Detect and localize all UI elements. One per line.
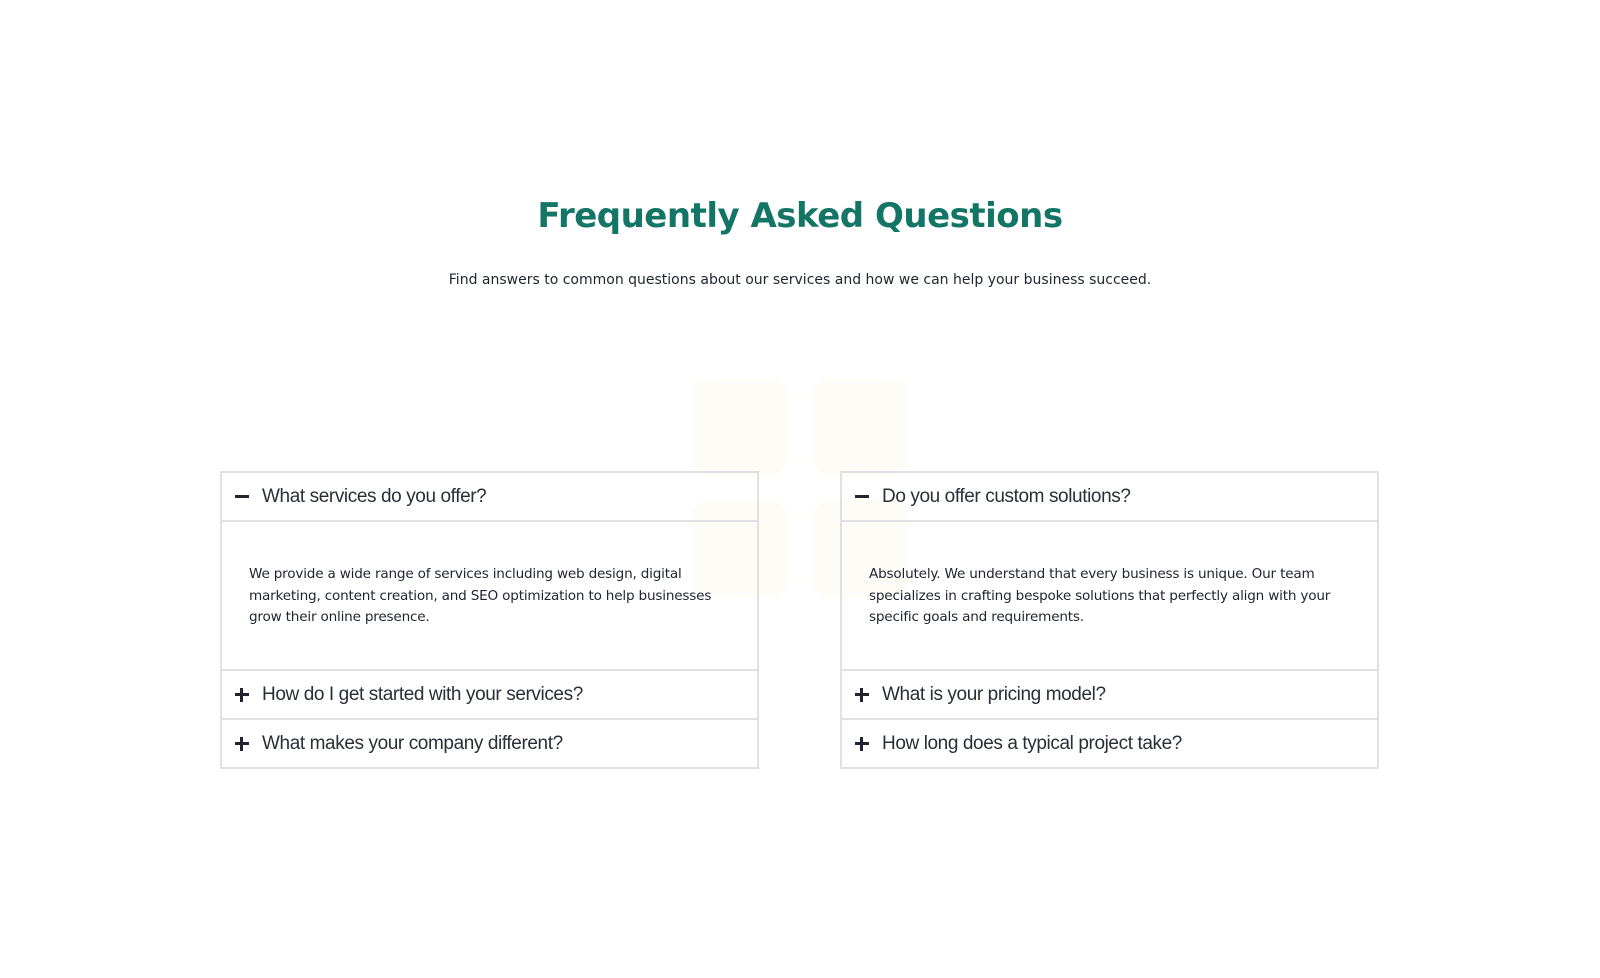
faq-item: [222, 720, 757, 767]
faq-question-toggle[interactable]: [222, 473, 757, 520]
faq-question-toggle[interactable]: [222, 671, 757, 718]
faq-answer: We provide a wide range of services including web design, digital marketing, content creation, and SEO optimization to help businesses grow their online presence.: [249, 566, 712, 625]
faq-item: [222, 671, 757, 720]
faq-question-toggle[interactable]: [222, 720, 757, 767]
plus-icon: [854, 687, 870, 703]
faq-question-toggle[interactable]: [842, 671, 1377, 718]
plus-icon: [234, 687, 250, 703]
faq-question: How long does a typical project take?: [882, 732, 1182, 754]
faq-accordion-right: [840, 471, 1379, 769]
faq-answer: Absolutely. We understand that every business is unique. Our team specializes in crafting bespoke solutions that perfectly align with your specific goals and requirements.: [869, 566, 1331, 625]
faq-item: [842, 720, 1377, 767]
faq-accordion-left: [220, 471, 759, 769]
page-title: Frequently Asked Questions: [537, 196, 1063, 236]
plus-icon: [234, 736, 250, 752]
minus-icon: [234, 489, 250, 505]
decorative-tile: [812, 378, 910, 476]
plus-icon: [854, 736, 870, 752]
faq-question: How do I get started with your services?: [262, 683, 583, 705]
faq-question: What makes your company different?: [262, 732, 563, 754]
page-subtitle: Find answers to common questions about our services and how we can help your business succeed.: [448, 272, 1152, 288]
decorative-tile: [690, 378, 788, 476]
faq-question-toggle[interactable]: [842, 473, 1377, 520]
faq-item: [842, 473, 1377, 671]
faq-question: What is your pricing model?: [882, 683, 1106, 705]
faq-item: [842, 671, 1377, 720]
faq-question: What services do you offer?: [262, 485, 487, 507]
faq-question-toggle[interactable]: [842, 720, 1377, 767]
faq-answer-panel: [842, 520, 1377, 669]
faq-answer-panel: [222, 520, 757, 669]
faq-question: Do you offer custom solutions?: [882, 485, 1131, 507]
minus-icon: [854, 489, 870, 505]
faq-item: [222, 473, 757, 671]
